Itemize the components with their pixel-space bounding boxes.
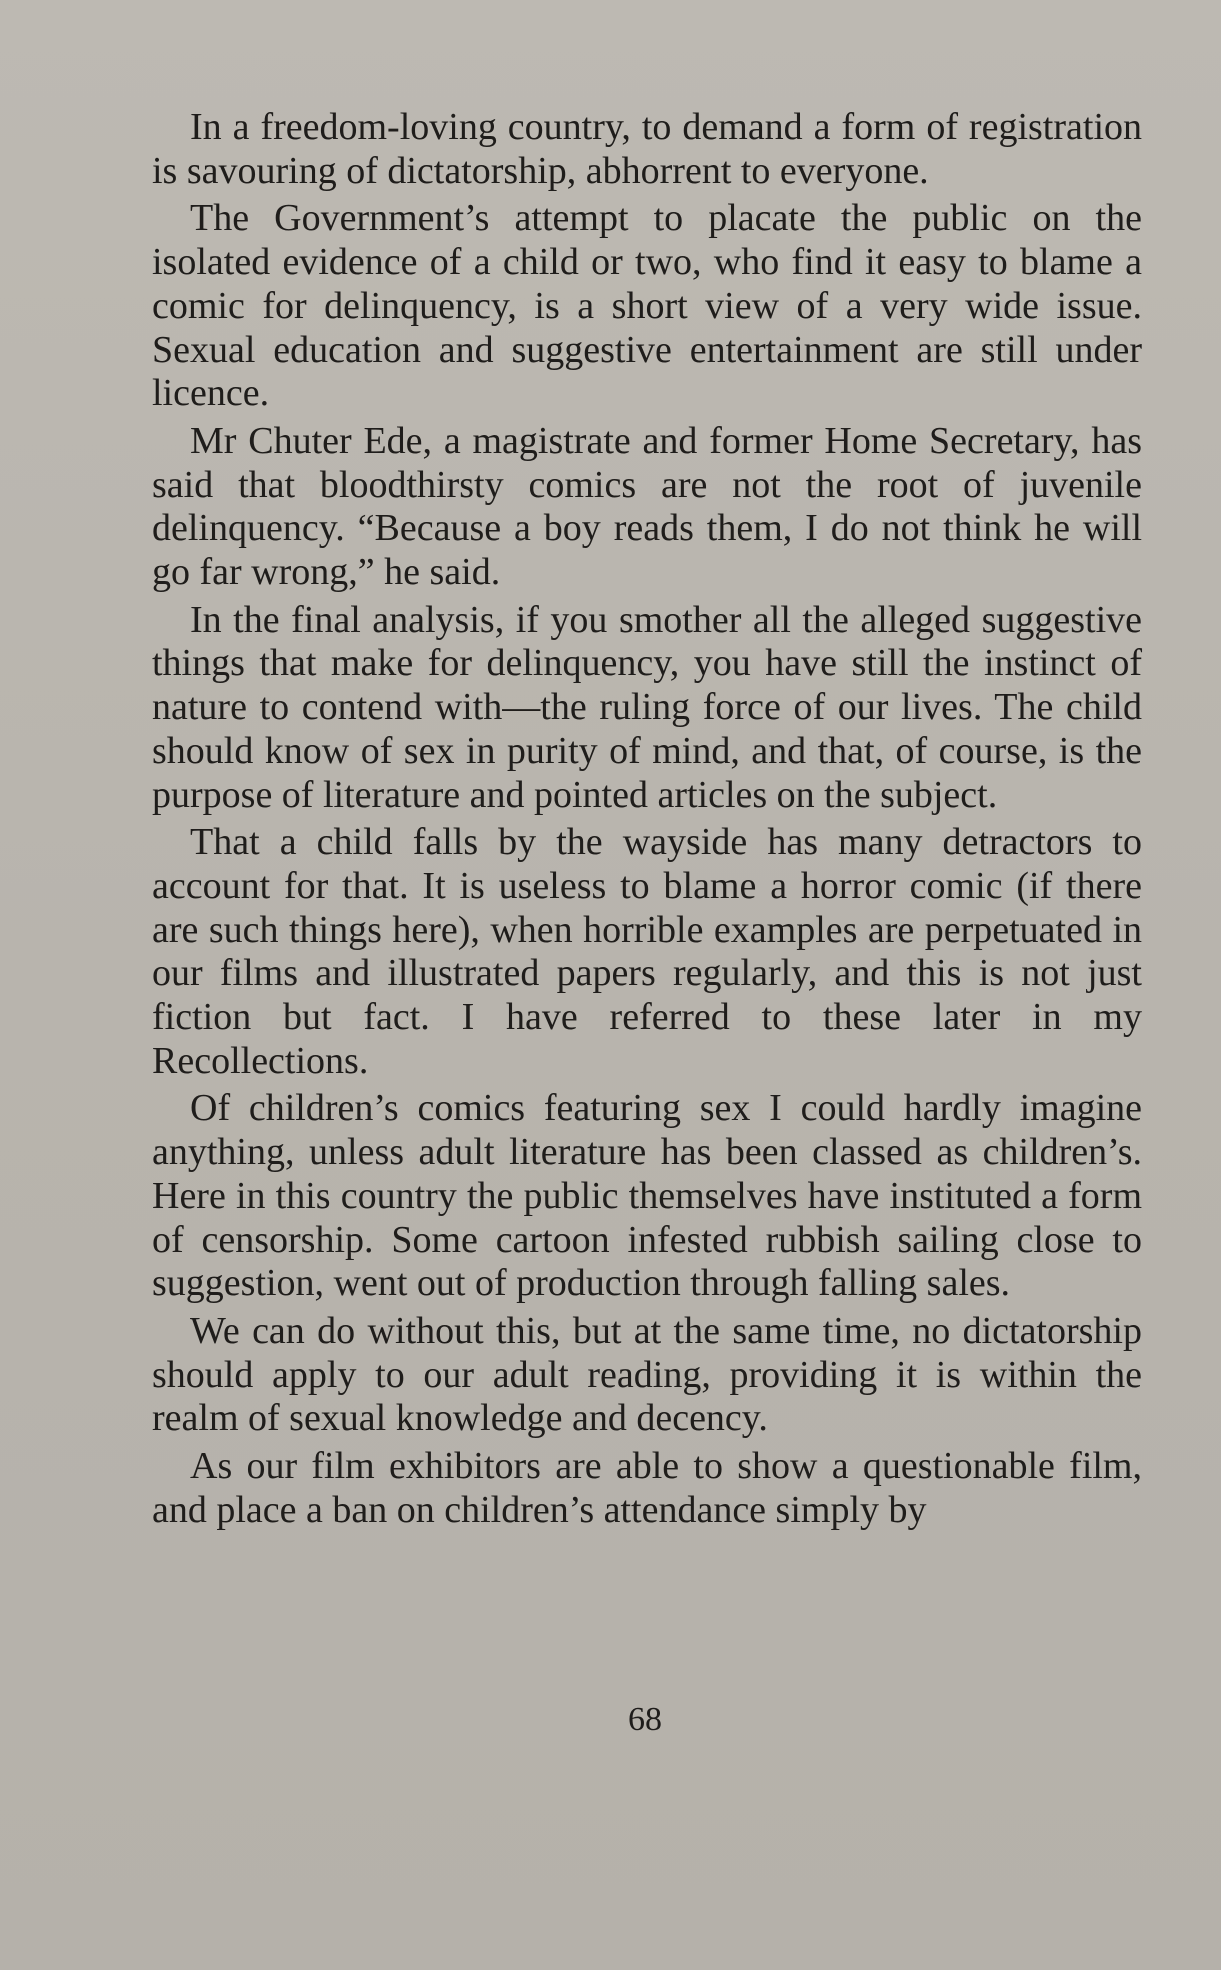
paragraph-childrens-comics: Of children’s comics featuring sex I could hardly imagine anything, unless adult literature has been classed as children’s. Here in this country the public themselves have instituted a form of censorship. Some cartoon infested rubbish sailing close to suggestion, went out of production through falling sales.	[152, 1087, 1142, 1305]
paragraph-final-analysis: In the final analysis, if you smother all the alleged suggestive things that make for delinquency, you have still the instinct of nature to contend with—the ruling force of our lives. The child should know of sex in purity of mind, and that, of course, is the purpose of literature and pointed articles on the subject.	[152, 598, 1142, 816]
paragraph-chuter-ede: Mr Chuter Ede, a magistrate and former Home Secretary, has said that bloodthirsty comics are not the root of juvenile delinquency. “Because a boy reads them, I do not think he will go far wrong,” he said.	[152, 419, 1142, 594]
paragraph-wayside: That a child falls by the wayside has many detractors to account for that. It is useless to blame a horror comic (if there are such things here), when horrible examples are perpetuated in our films and illustrated papers regularly, and this is not just fiction but fact. I have referred to these later in my Recollections.	[152, 821, 1142, 1082]
paragraph-adult-reading: We can do without this, but at the same time, no dictatorship should apply to our adult reading, providing it is within the realm of sexual knowledge and decency.	[152, 1309, 1142, 1440]
paragraph-registration: In a freedom-loving country, to demand a form of registration is savouring of dictatorship, abhorrent to everyone.	[152, 106, 1142, 192]
body-text	[152, 106, 1142, 1537]
page-number: 68	[628, 1701, 662, 1738]
paragraph-government: The Government’s attempt to placate the public on the isolated evidence of a child or two, who find it easy to blame a comic for delinquency, is a short view of a very wide issue. Sexual education and suggestive entertainment are still under licence.	[152, 197, 1142, 415]
paragraph-film-exhibitors: As our film exhibitors are able to show a questionable film, and place a ban on children’s attendance simply by	[152, 1445, 1142, 1531]
